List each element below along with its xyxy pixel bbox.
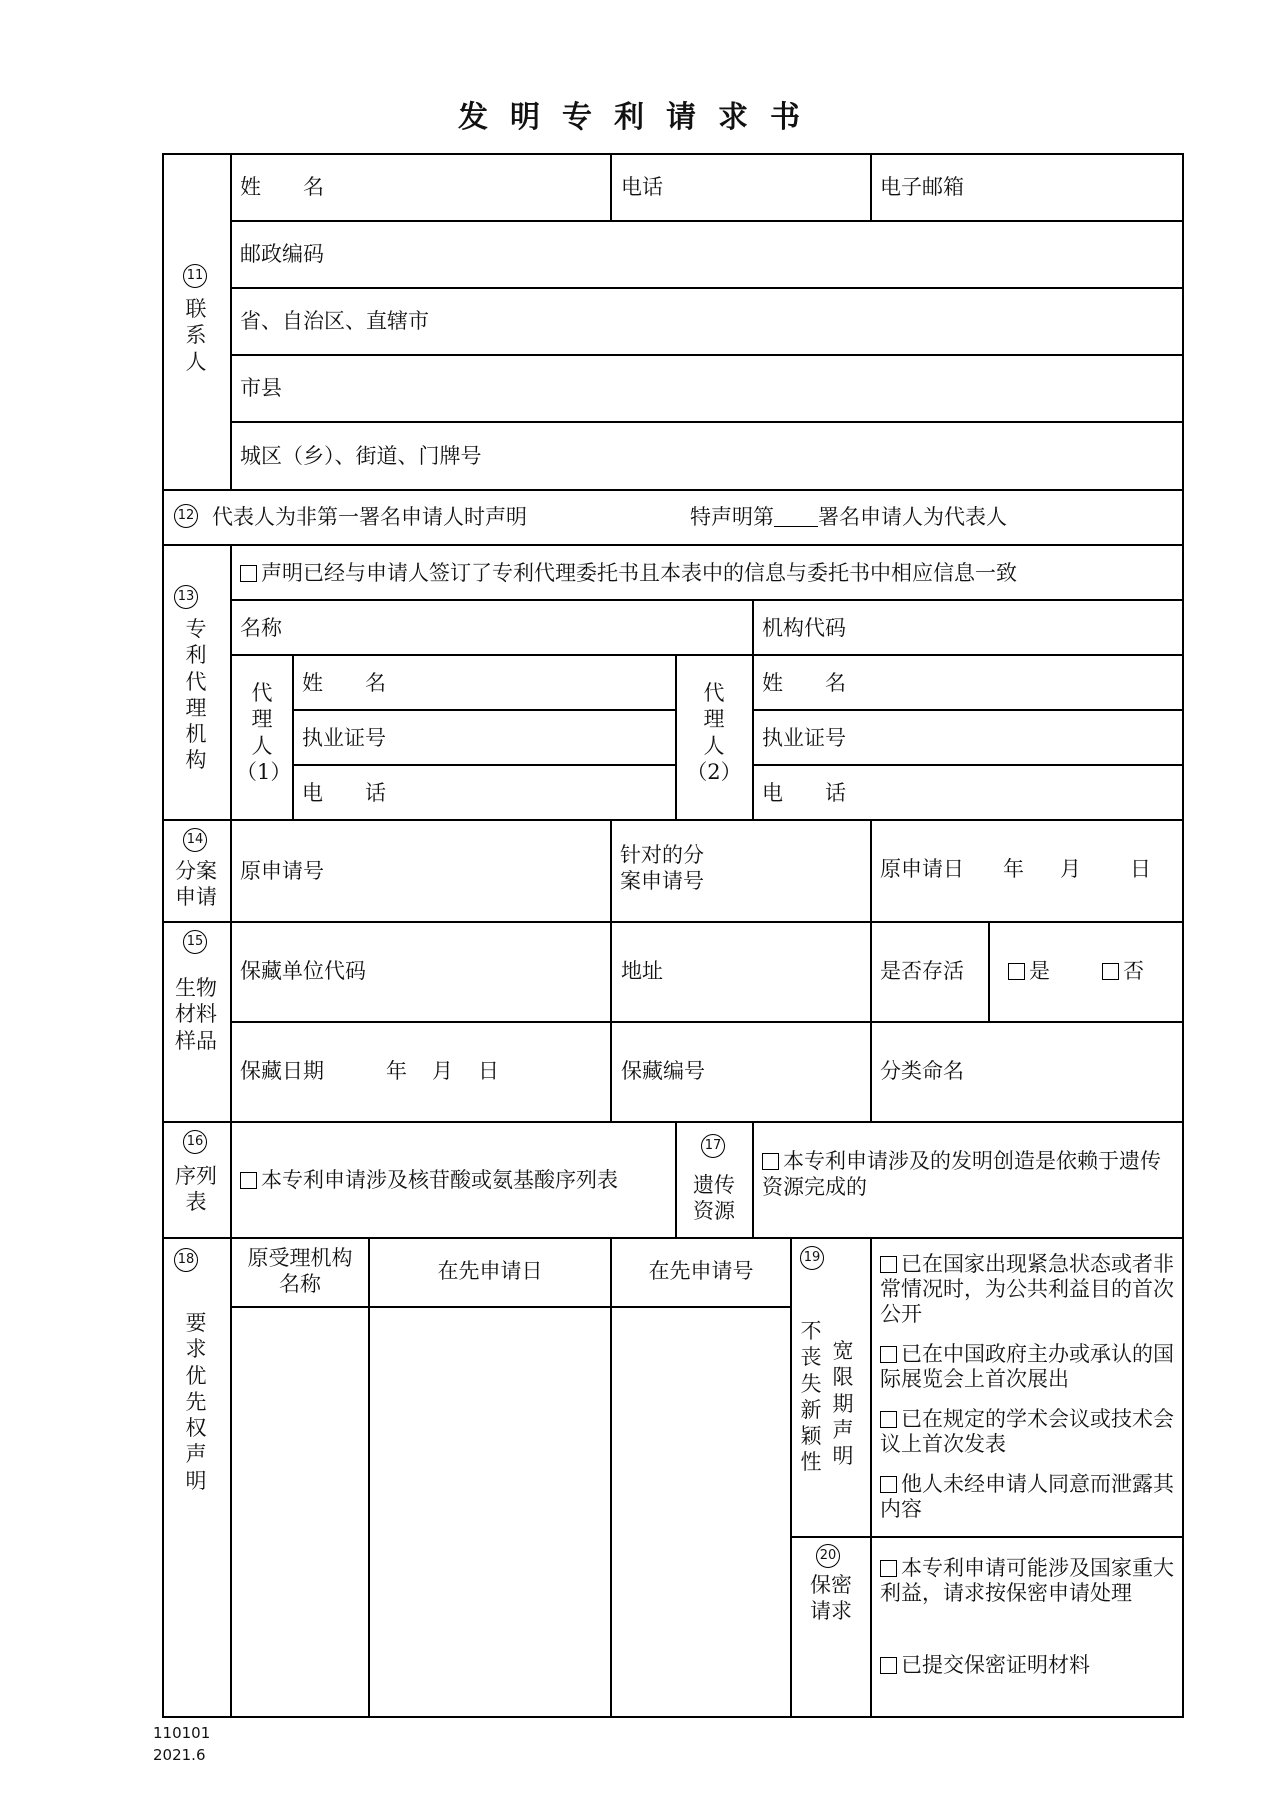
section-20-label: 保密 请求 xyxy=(810,1573,852,1624)
street-label: 城区（乡）、街道、门牌号 xyxy=(240,444,482,468)
alive-label: 是否存活 xyxy=(880,959,964,983)
form-title: 发明专利请求书 xyxy=(458,100,822,135)
alive-yes-option: 是 xyxy=(1008,958,1050,984)
secrecy-option-1: 本专利申请可能涉及国家重大利益，请求按保密申请处理 xyxy=(880,1556,1174,1606)
agency-name-label: 名称 xyxy=(240,616,282,640)
grace-option-3: 已在规定的学术会议或技术会议上首次发表 xyxy=(880,1407,1174,1457)
agent-2-name-label: 姓 名 xyxy=(762,671,846,695)
deposit-address-label: 地址 xyxy=(621,959,663,983)
classification-label: 分类命名 xyxy=(880,1059,964,1083)
section-number-15: 15 xyxy=(183,930,207,954)
section-18-label: 要 求 优 先 权 声 明 xyxy=(185,1311,207,1493)
representative-statement: 代表人为非第一署名申请人时声明 xyxy=(212,505,527,529)
section-number-14: 14 xyxy=(183,828,207,852)
section-13-label: 专 利 代 理 机 构 xyxy=(185,617,207,773)
deposit-date-year: 年 xyxy=(386,1059,407,1083)
contact-email-label: 电子邮箱 xyxy=(880,175,964,199)
agency-declaration: 声明已经与申请人签订了专利代理委托书且本表中的信息与委托书中相应信息一致 xyxy=(240,560,1017,586)
form-version: 2021.6 xyxy=(153,1746,206,1764)
city-label: 市县 xyxy=(240,376,282,400)
original-application-no-label: 原申请号 xyxy=(240,859,324,883)
deposit-number-label: 保藏编号 xyxy=(621,1059,705,1083)
secrecy-option-2: 已提交保密证明材料 xyxy=(880,1653,1175,1678)
deposit-date-day: 日 xyxy=(478,1059,499,1083)
grace-option-3-checkbox[interactable] xyxy=(880,1411,897,1428)
secrecy-option-1-checkbox[interactable] xyxy=(880,1560,897,1577)
section-15-label: 生物 材料 样品 xyxy=(175,976,217,1053)
section-number-20: 20 xyxy=(816,1544,840,1568)
original-date-month: 月 xyxy=(1060,857,1081,881)
postcode-label: 邮政编码 xyxy=(240,242,324,266)
section-19-label-left: 不 丧 失 新 颖 性 xyxy=(800,1319,822,1475)
sequence-listing-option: 本专利申请涉及核苷酸或氨基酸序列表 xyxy=(240,1167,618,1193)
alive-yes-checkbox[interactable] xyxy=(1008,963,1025,980)
col-original-office: 原受理机构 名称 xyxy=(247,1246,353,1297)
deposit-date-label: 保藏日期 xyxy=(240,1059,324,1083)
grace-option-1: 已在国家出现紧急状态或者非常情况时，为公共利益目的首次公开 xyxy=(880,1252,1174,1327)
grace-option-4: 他人未经申请人同意而泄露其内容 xyxy=(880,1472,1174,1522)
agent-1-license-label: 执业证号 xyxy=(302,726,386,750)
deposit-unit-code-label: 保藏单位代码 xyxy=(240,959,366,983)
section-number-12: 12 xyxy=(174,504,198,528)
alive-no-option: 否 xyxy=(1102,958,1144,984)
genetic-resource-checkbox[interactable] xyxy=(762,1153,779,1170)
original-date-day: 日 xyxy=(1130,857,1151,881)
grace-option-1-checkbox[interactable] xyxy=(880,1256,897,1273)
agent-1-name-label: 姓 名 xyxy=(302,671,386,695)
agent-2-phone-label: 电 话 xyxy=(762,781,846,805)
section-number-19: 19 xyxy=(800,1246,824,1270)
section-14-label: 分案 申请 xyxy=(175,859,217,910)
section-number-18: 18 xyxy=(174,1248,198,1272)
agency-code-label: 机构代码 xyxy=(762,616,846,640)
agency-declaration-checkbox[interactable] xyxy=(240,565,257,582)
section-number-16: 16 xyxy=(183,1130,207,1154)
agent-1-phone-label: 电 话 xyxy=(302,781,386,805)
priority-table-body[interactable] xyxy=(232,1308,788,1714)
province-label: 省、自治区、直辖市 xyxy=(240,309,429,333)
representative-order-blank[interactable] xyxy=(774,508,818,527)
agent-1-label: 代 理 人 （1） xyxy=(236,681,292,784)
form-code: 110101 xyxy=(153,1724,211,1742)
genetic-resource-option: 本专利申请涉及的发明创造是依赖于遗传资源完成的 xyxy=(762,1149,1161,1200)
secrecy-option-2-checkbox[interactable] xyxy=(880,1657,897,1674)
section-17-label: 遗传 资源 xyxy=(693,1173,735,1224)
section-number-17: 17 xyxy=(701,1134,725,1158)
original-date-year: 年 xyxy=(1003,857,1024,881)
agent-2-license-label: 执业证号 xyxy=(762,726,846,750)
section-16-label: 序列 表 xyxy=(175,1164,217,1215)
col-prior-number: 在先申请号 xyxy=(648,1259,754,1283)
grace-option-2-checkbox[interactable] xyxy=(880,1346,897,1363)
deposit-date-month: 月 xyxy=(432,1059,453,1083)
section-19-label-right: 宽 限 期 声 明 xyxy=(832,1339,854,1468)
target-divisional-no-label: 针对的分 案申请号 xyxy=(620,843,704,894)
agent-2-label: 代 理 人 （2） xyxy=(686,681,742,784)
section-11-label: 联 系 人 xyxy=(185,297,207,374)
contact-name-label: 姓 名 xyxy=(240,175,324,199)
sequence-listing-checkbox[interactable] xyxy=(240,1172,257,1189)
alive-no-checkbox[interactable] xyxy=(1102,963,1119,980)
col-prior-date: 在先申请日 xyxy=(437,1259,543,1283)
contact-phone-label: 电话 xyxy=(621,175,663,199)
section-number-13: 13 xyxy=(174,585,198,609)
grace-option-4-checkbox[interactable] xyxy=(880,1476,897,1493)
section-number-11: 11 xyxy=(183,264,207,288)
representative-declaration: 特声明第 署名申请人为代表人 xyxy=(690,505,1007,529)
original-application-date-label: 原申请日 xyxy=(880,857,964,881)
grace-option-2: 已在中国政府主办或承认的国际展览会上首次展出 xyxy=(880,1342,1174,1392)
